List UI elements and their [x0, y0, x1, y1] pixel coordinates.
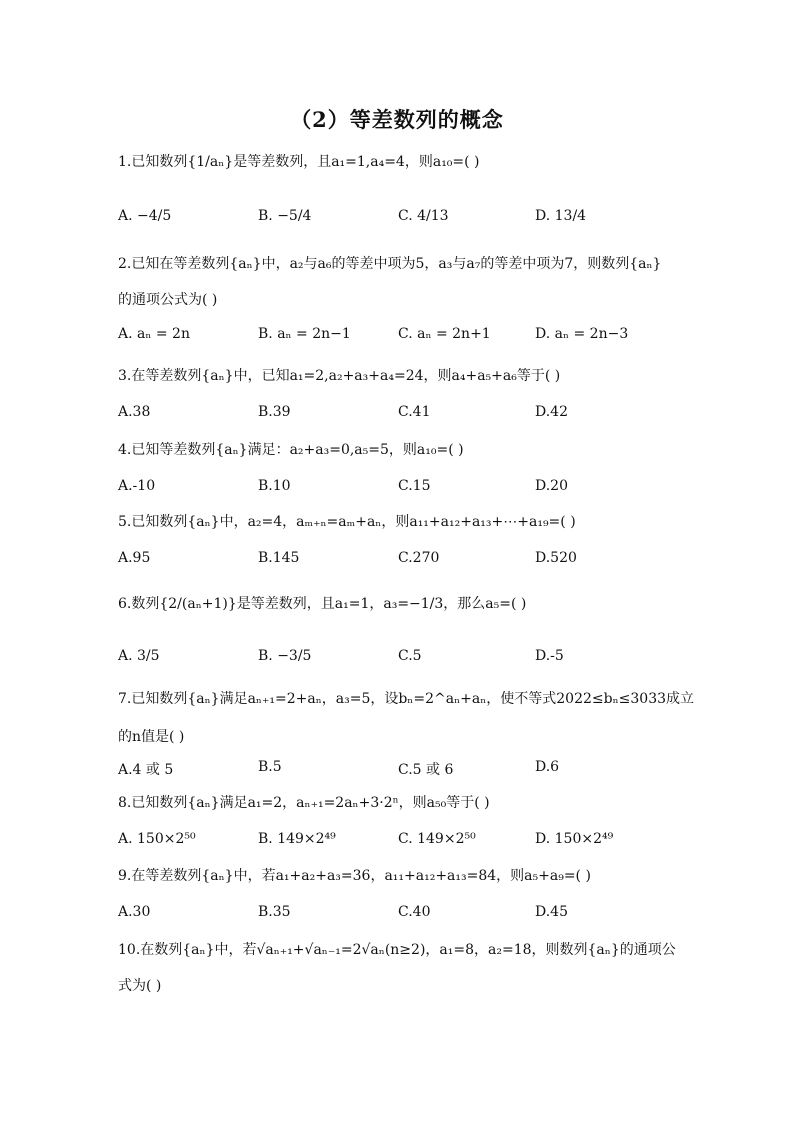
question-4-options [118, 478, 678, 502]
question-4-option-d: D.20 [535, 478, 568, 494]
question-4-option-c: C.15 [398, 478, 431, 494]
question-1-text: 1.已知数列{1/aₙ}是等差数列，且a₁=1,a₄=4，则a₁₀=( ) [118, 154, 480, 170]
question-3-option-d: D.42 [535, 404, 568, 420]
question-9-option-c: C.40 [398, 904, 431, 920]
question-7-stem-continued: 的n值是( ) [118, 729, 185, 745]
question-2-stem-continued: 的通项公式为( ) [118, 292, 218, 308]
question-1-option-b: B. −5/4 [258, 208, 312, 224]
question-2-options [118, 326, 678, 350]
question-8-option-c: C. 149×2⁵⁰ [398, 831, 476, 847]
question-1-option-d: D. 13/4 [535, 208, 587, 224]
question-7-stem: 7.已知数列{aₙ}满足aₙ₊₁=2+aₙ，a₃=5，设bₙ=2^aₙ+aₙ，使不等式2022≤bₙ≤3033成立 [118, 691, 695, 707]
question-10-stem: 10.在数列{aₙ}中，若√aₙ₊₁+√aₙ₋₁=2√aₙ(n≥2)，a₁=8，a₂=18，则数列{aₙ}的通项公 [118, 942, 676, 958]
question-2-option-c: C. aₙ = 2n+1 [398, 326, 491, 342]
question-9-option-d: D.45 [535, 904, 568, 920]
question-10-stem-continued: 式为( ) [118, 978, 162, 994]
question-5-option-c: C.270 [398, 550, 440, 566]
question-5-option-b: B.145 [258, 550, 300, 566]
question-1-options [118, 208, 678, 232]
question-8-options [118, 831, 678, 855]
question-3-option-b: B.39 [258, 404, 291, 420]
question-3-option-a: A.38 [118, 404, 151, 420]
question-4-option-b: B.10 [258, 478, 291, 494]
question-5-options [118, 550, 678, 574]
question-1-option-c: C. 4/13 [398, 208, 449, 224]
question-7-option-b: B.5 [258, 759, 282, 775]
question-9-stem: 9.在等差数列{aₙ}中，若a₁+a₂+a₃=36，a₁₁+a₁₂+a₁₃=84，则a₅+a₉=( ) [118, 868, 591, 884]
question-9-option-b: B.35 [258, 904, 291, 920]
question-5-option-a: A.95 [118, 550, 151, 566]
question-2-option-d: D. aₙ = 2n−3 [535, 326, 629, 342]
question-3-options [118, 404, 678, 428]
question-2-option-b: B. aₙ = 2n−1 [258, 326, 351, 342]
question-4-stem: 4.已知等差数列{aₙ}满足：a₂+a₃=0,a₅=5，则a₁₀=( ) [118, 442, 464, 458]
question-8-option-d: D. 150×2⁴⁹ [535, 831, 614, 847]
question-7-option-c: C.5 或 6 [398, 762, 454, 778]
question-2-stem: 2.已知在等差数列{aₙ}中，a₂与a₆的等差中项为5，a₃与a₇的等差中项为7，则数列{aₙ} [118, 256, 662, 272]
question-2-option-a: A. aₙ = 2n [118, 326, 190, 342]
question-6-stem: 6.数列{2/(aₙ+1)}是等差数列，且a₁=1，a₃=−1/3，那么a₅=( ) [118, 596, 527, 612]
question-3-option-c: C.41 [398, 404, 431, 420]
question-9-option-a: A.30 [118, 904, 151, 920]
question-5-option-d: D.520 [535, 550, 577, 566]
question-8-option-a: A. 150×2⁵⁰ [118, 831, 196, 847]
question-9-options [118, 904, 678, 928]
question-7-option-d: D.6 [535, 759, 560, 775]
question-8-stem: 8.已知数列{aₙ}满足a₁=2，aₙ₊₁=2aₙ+3·2ⁿ，则a₅₀等于( ) [118, 795, 490, 811]
question-8-option-b: B. 149×2⁴⁹ [258, 831, 336, 847]
question-6-option-c: C.5 [398, 648, 422, 664]
question-4-option-a: A.-10 [118, 478, 156, 494]
question-1-option-a: A. −4/5 [118, 208, 172, 224]
question-5-stem: 5.已知数列{aₙ}中，a₂=4，aₘ₊ₙ=aₘ+aₙ，则a₁₁+a₁₂+a₁₃+⋯+a₁₉=( ) [118, 514, 576, 530]
question-6-option-a: A. 3/5 [118, 648, 160, 664]
question-3-stem: 3.在等差数列{aₙ}中，已知a₁=2,a₂+a₃+a₄=24，则a₄+a₅+a₆等于( ) [118, 368, 561, 384]
page-title: （2）等差数列的概念 [290, 107, 504, 132]
question-6-options [118, 648, 678, 672]
question-6-option-b: B. −3/5 [258, 648, 312, 664]
question-1-stem [118, 152, 678, 172]
question-6-option-d: D.-5 [535, 648, 564, 664]
question-7-options [118, 759, 678, 783]
question-7-option-a: A.4 或 5 [118, 762, 174, 778]
